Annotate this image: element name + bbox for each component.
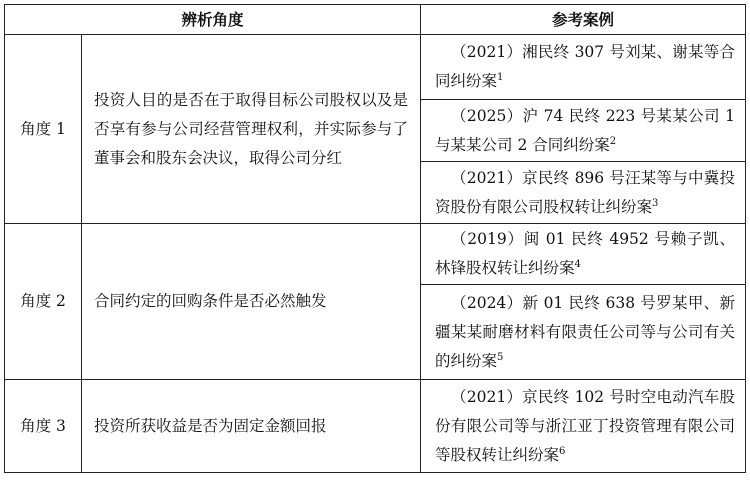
case-cell xyxy=(421,224,746,285)
angle-label: 角度 1 xyxy=(5,35,82,224)
case-text: （2019）闽 01 民终 4952 号赖子凯、林锋股权转让纠纷案 xyxy=(435,230,736,277)
criterion-text: 投资所获收益是否为固定金额回报 xyxy=(82,380,421,473)
case-text: （2021）湘民终 307 号刘某、谢某等合同纠纷案 xyxy=(435,43,736,90)
case-analysis-table xyxy=(4,4,746,473)
footnote-marker: 5 xyxy=(497,351,504,363)
case-cell xyxy=(421,35,746,100)
case-cell xyxy=(421,162,746,224)
case-text: （2021）京民终 102 号时空电动汽车股份有限公司等与浙江亚丁投资管理有限公司等股权转让纠纷案 xyxy=(435,387,736,464)
case-cell xyxy=(421,100,746,162)
case-cell xyxy=(421,285,746,380)
footnote-marker: 4 xyxy=(574,259,581,270)
table-row xyxy=(5,380,746,473)
footnote-marker: 3 xyxy=(652,197,659,209)
header-reference-cases: 参考案例 xyxy=(421,5,746,35)
angle-label: 角度 3 xyxy=(5,380,82,473)
footnote-marker: 6 xyxy=(559,445,566,457)
header-analysis-angle: 辨析角度 xyxy=(5,5,421,35)
criterion-text: 投资人目的是否在于取得目标公司股权以及是否享有参与公司经营管理权利，并实际参与了董事会和股东会决议，取得公司分红 xyxy=(82,35,421,224)
angle-label: 角度 2 xyxy=(5,224,82,380)
footnote-marker: 1 xyxy=(497,72,504,83)
table-row xyxy=(5,35,746,100)
header-row xyxy=(5,5,746,35)
case-text: （2021）京民终 896 号汪某等与中冀投资股份有限公司股权转让纠纷案 xyxy=(435,168,736,216)
case-text: （2025）沪 74 民终 223 号某某公司 1 与某某公司 2 合同纠纷案 xyxy=(435,106,736,154)
case-text: （2024）新 01 民终 638 号罗某甲、新疆某某耐磨材料有限责任公司等与公司有关的纠纷案 xyxy=(435,293,736,370)
footnote-marker: 2 xyxy=(609,135,617,147)
table-row xyxy=(5,224,746,285)
case-cell xyxy=(421,380,746,473)
criterion-text: 合同约定的回购条件是否必然触发 xyxy=(82,224,421,380)
